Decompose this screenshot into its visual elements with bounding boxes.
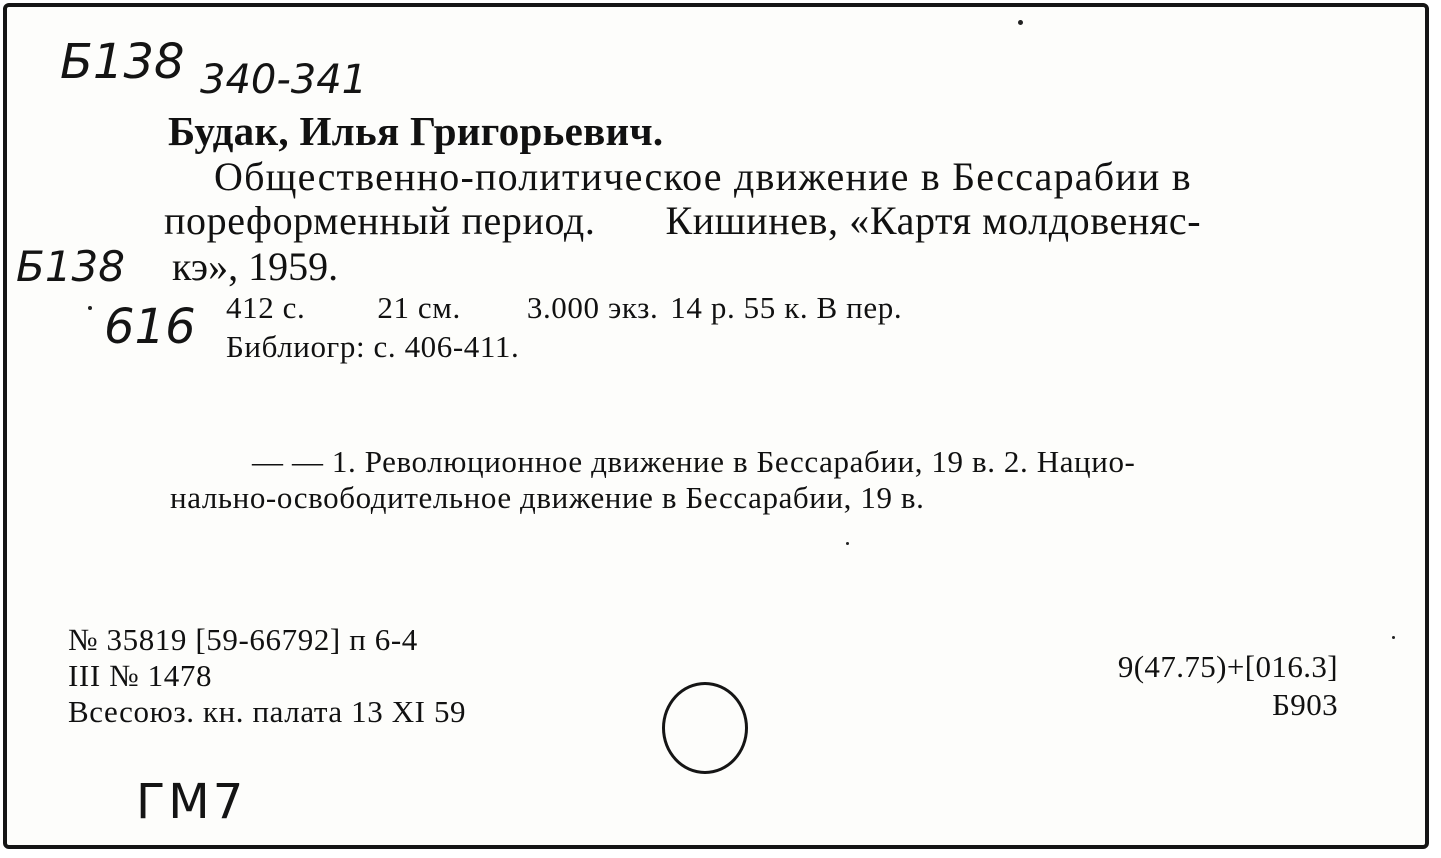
title-line-2 (164, 198, 1202, 243)
handwritten-pages-note: 340-341 (200, 57, 368, 103)
collation-price: 14 р. 55 к. В пер. (670, 290, 903, 325)
handwritten-shelf-mark-2: Б138 (16, 242, 125, 291)
punch-hole (662, 682, 748, 774)
collation-copies: 3.000 экз. (526, 290, 659, 325)
handwritten-room-number: 616 (104, 299, 196, 355)
subject-headings-line-2: нально-освободительное движение в Бессарабии, 19 в. (170, 480, 925, 515)
collation-pages: 412 с. (226, 290, 306, 325)
speck-mark (1392, 636, 1395, 639)
title-line-2-text: пореформенный период. (164, 198, 596, 243)
author-mark: Б903 (1272, 687, 1338, 722)
collation-line (226, 292, 902, 323)
speck-mark (846, 542, 849, 545)
author-heading: Будак, Илья Григорьевич. (168, 108, 664, 154)
bibliography-note: Библиогр: с. 406-411. (226, 329, 520, 364)
handwritten-initials: ГМ7 (136, 774, 247, 830)
title-line-1: Общественно-политическое движение в Бессарабии в (214, 154, 1192, 199)
subject-headings-line-1: — — 1. Революционное движение в Бессарабии, 19 в. 2. Нацио- (252, 444, 1136, 479)
title-line-3: кэ», 1959. (172, 244, 339, 289)
imprint-line-2: III № 1478 (68, 658, 213, 693)
classification-index: 9(47.75)+[016.3] (1117, 649, 1338, 684)
imprint-line-1: № 35819 [59-66792] п 6-4 (68, 622, 418, 657)
speck-mark (88, 306, 92, 310)
handwritten-shelf-mark: Б138 (60, 34, 185, 90)
speck-mark (1018, 20, 1023, 25)
publisher-text: Кишинев, «Картя молдовеняс- (665, 198, 1202, 243)
collation-size: 21 см. (377, 290, 461, 325)
imprint-line-3: Всесоюз. кн. палата 13 XI 59 (68, 694, 467, 729)
